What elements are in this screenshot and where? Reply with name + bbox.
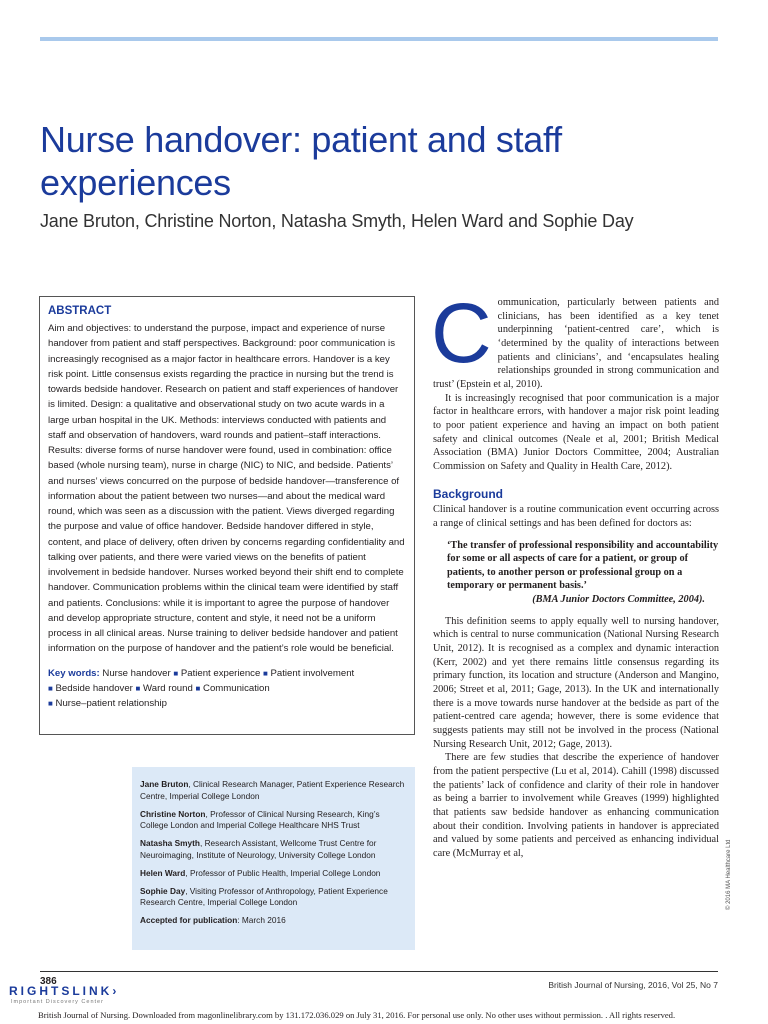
body-paragraph: It is increasingly recognised that poor communication is a major factor in healthcare errors, with handover a major risk point leading to poor patient experience and having an impact on both patient safety and clinical outcomes (Neale et al, 2001; British Medical Association (BMA) Junior Doctors Committee, 2004; Australian Commission on Safety and Quality in Health Care, 2012). [433,392,719,472]
keywords [48,666,406,711]
chevron-right-icon: › [112,984,117,998]
article-title: Nurse handover: patient and staff experiences [40,119,562,203]
block-quote [447,539,719,607]
journal-info: British Journal of Nursing, 2016, Vol 25, No 7 [548,980,718,990]
keyword-separator-icon: ■ [262,668,268,678]
abstract-body: Aim and objectives: to understand the purpose, impact and experience of nurse handover from patient and staff perspectives. Background: poor communication is increasingly recognised as a major factor in healthcare errors. Handover is a key risk point. Little consensus exists regarding the practice in nursing but the trend is towards bedside handover. Research on patient and staff experiences of handover is limited. Design: a qualitative and observational study on two acute wards in a large urban hospital in the UK. Methods: interviews conducted with patients and staff and observation of handovers, ward rounds and patient–staff interactions. Results: diverse forms of nurse handover were found, used in combination: office based (whole nursing team), nurse in charge (NIC) to NIC, and bedside. Patients’ and nurses’ views concurred on the purpose of bedside handover—transference of information about the patient between two nurses—and about the medical ward round, which was seen as a discussion with the patient. Views diverged regarding the purpose and value of office handover. Bedside handover differed in style, content, and place of delivery, often driven by concerns regarding confidentiality and talking over patients, and there were varied views on the benefits of patient involvement in bedside handover. Nurses worked beyond their shift end to complete handover. Communication problems within the clinical team were identified by staff and patients. Conclusions: while it is important to agree the purpose of handover and develop appropriate structure, content and style, it need not be a uniform process in all clinical areas. Nurse training to deliver bedside handover and patient information on the purpose of handover and the patient’s role would be beneficial. [48,323,405,655]
body-paragraph: ommunication, particularly between patients and clinicians, has been identified as a key tenet underpinning ‘patient-centred care’, which is ‘determined by the quality of interactions between patients and clinicians’, and ‘encapsulates healing relationships grounded in strong communication and trust’ (Epstein et al, 2010). [433,297,719,390]
body-column [431,286,719,861]
acceptance-date [140,915,407,927]
affiliation [140,868,407,880]
body-paragraph: Clinical handover is a routine communication event occurring across a range of clinical settings and has been defined for doctors as: [433,504,719,529]
affiliation [140,838,407,862]
affiliation-desc: , Visiting Professor of Anthropology, Patient Experience Research Centre, Imperial College London [140,885,388,908]
affiliation [140,809,407,833]
keyword-separator-icon: ■ [173,668,179,678]
section-heading-background: Background [433,486,504,501]
affiliation [140,779,407,803]
keyword: Patient involvement [270,667,355,679]
copyright-sidebar: © 2016 MA Healthcare Ltd [726,839,732,910]
rightslink-logo[interactable] [9,984,116,998]
drop-cap: C [431,286,492,380]
abstract-box [39,296,415,735]
page-number: 386 [40,976,57,987]
affiliation-desc: , Professor of Public Health, Imperial College London [185,867,381,878]
affiliation-name: Natasha Smyth [140,838,200,849]
body-paragraph: There are few studies that describe the experience of handover from the patient perspective (Lu et al, 2014). Cahill (1998) discussed the patients’ lack of confidence and clarity of their role in handover as being a barrier to involvement while Greaves (1999) highlighted that patients saw bedside handover as enhancing communication about their condition. Involving patients in handover is appreciated and valued by some patients and perceived as enhancing individual care (McMurray et al, [433,752,719,859]
affiliation-name: Jane Bruton [140,779,189,789]
affiliation-desc: , Research Assistant, Wellcome Trust Centre for Neuroimaging, Institute of Neurology, University College London [140,838,377,860]
affiliation-desc: , Professor of Clinical Nursing Research, King’s College London and Imperial College Healthcare NHS Trust [140,808,380,831]
keywords-label: Key words: [48,667,100,679]
article-authors: Jane Bruton, Christine Norton, Natasha Smyth, Helen Ward and Sophie Day [40,211,634,231]
body-paragraph: This definition seems to apply equally well to nursing handover, which is central to nurse communication (National Nursing Research Unit, 2012). It is recognised as a complex and dynamic interaction (Kerr, 2002) and yet there remains little consensus regarding its primary function, its location and structure (Anderson and Mangino, 2006; Street et al, 2011; Gage, 2013). In the UK and internationally there is a move towards nurse handover at the bedside as part of the patient-centred care agenda; however, there is some evidence that suggests patients may still not be involved in the process (National Nursing Research Unit, 2012; Gage, 2013). [433,615,719,750]
affiliation-name: Sophie Day [140,885,186,896]
keyword-separator-icon: ■ [48,698,53,708]
quote-text: ‘The transfer of professional responsibility and accountability for some or all aspects of care for a patient, or group of patients, to another person or professional group on a temporary or permanent basis.’ [447,539,719,592]
keyword: Patient experience [180,667,261,679]
affiliation-name: Christine Norton [140,808,206,819]
keyword-separator-icon: ■ [48,683,53,693]
abstract-heading: ABSTRACT [48,305,112,317]
keyword: Nurse handover [102,667,171,679]
footer-rule [40,971,718,972]
keyword: Communication [203,682,270,694]
top-rule [40,37,718,41]
keyword-separator-icon: ■ [135,683,141,693]
logo-tagline: Important Discovery Center [11,999,104,1005]
download-notice: British Journal of Nursing. Downloaded from magonlinelibrary.com by 131.172.036.029 on July 31, 2016. For personal use only. No other uses without permission. . All rights reserved. [38,1010,676,1020]
quote-citation: (BMA Junior Doctors Committee, 2004). [532,594,705,606]
keyword: Bedside handover [55,682,133,694]
keyword: Nurse–patient relationship [55,697,167,709]
affiliation [140,886,407,910]
keyword: Ward round [143,682,193,694]
author-affiliations [132,767,415,950]
acceptance-value: : March 2016 [237,915,286,926]
logo-text: RIGHTSLINK [9,984,113,998]
affiliation-name: Helen Ward [140,867,186,878]
acceptance-label: Accepted for publication [140,915,238,926]
keyword-separator-icon: ■ [195,683,201,693]
affiliation-desc: , Clinical Research Manager, Patient Experience Research Centre, Imperial College London [140,779,405,801]
